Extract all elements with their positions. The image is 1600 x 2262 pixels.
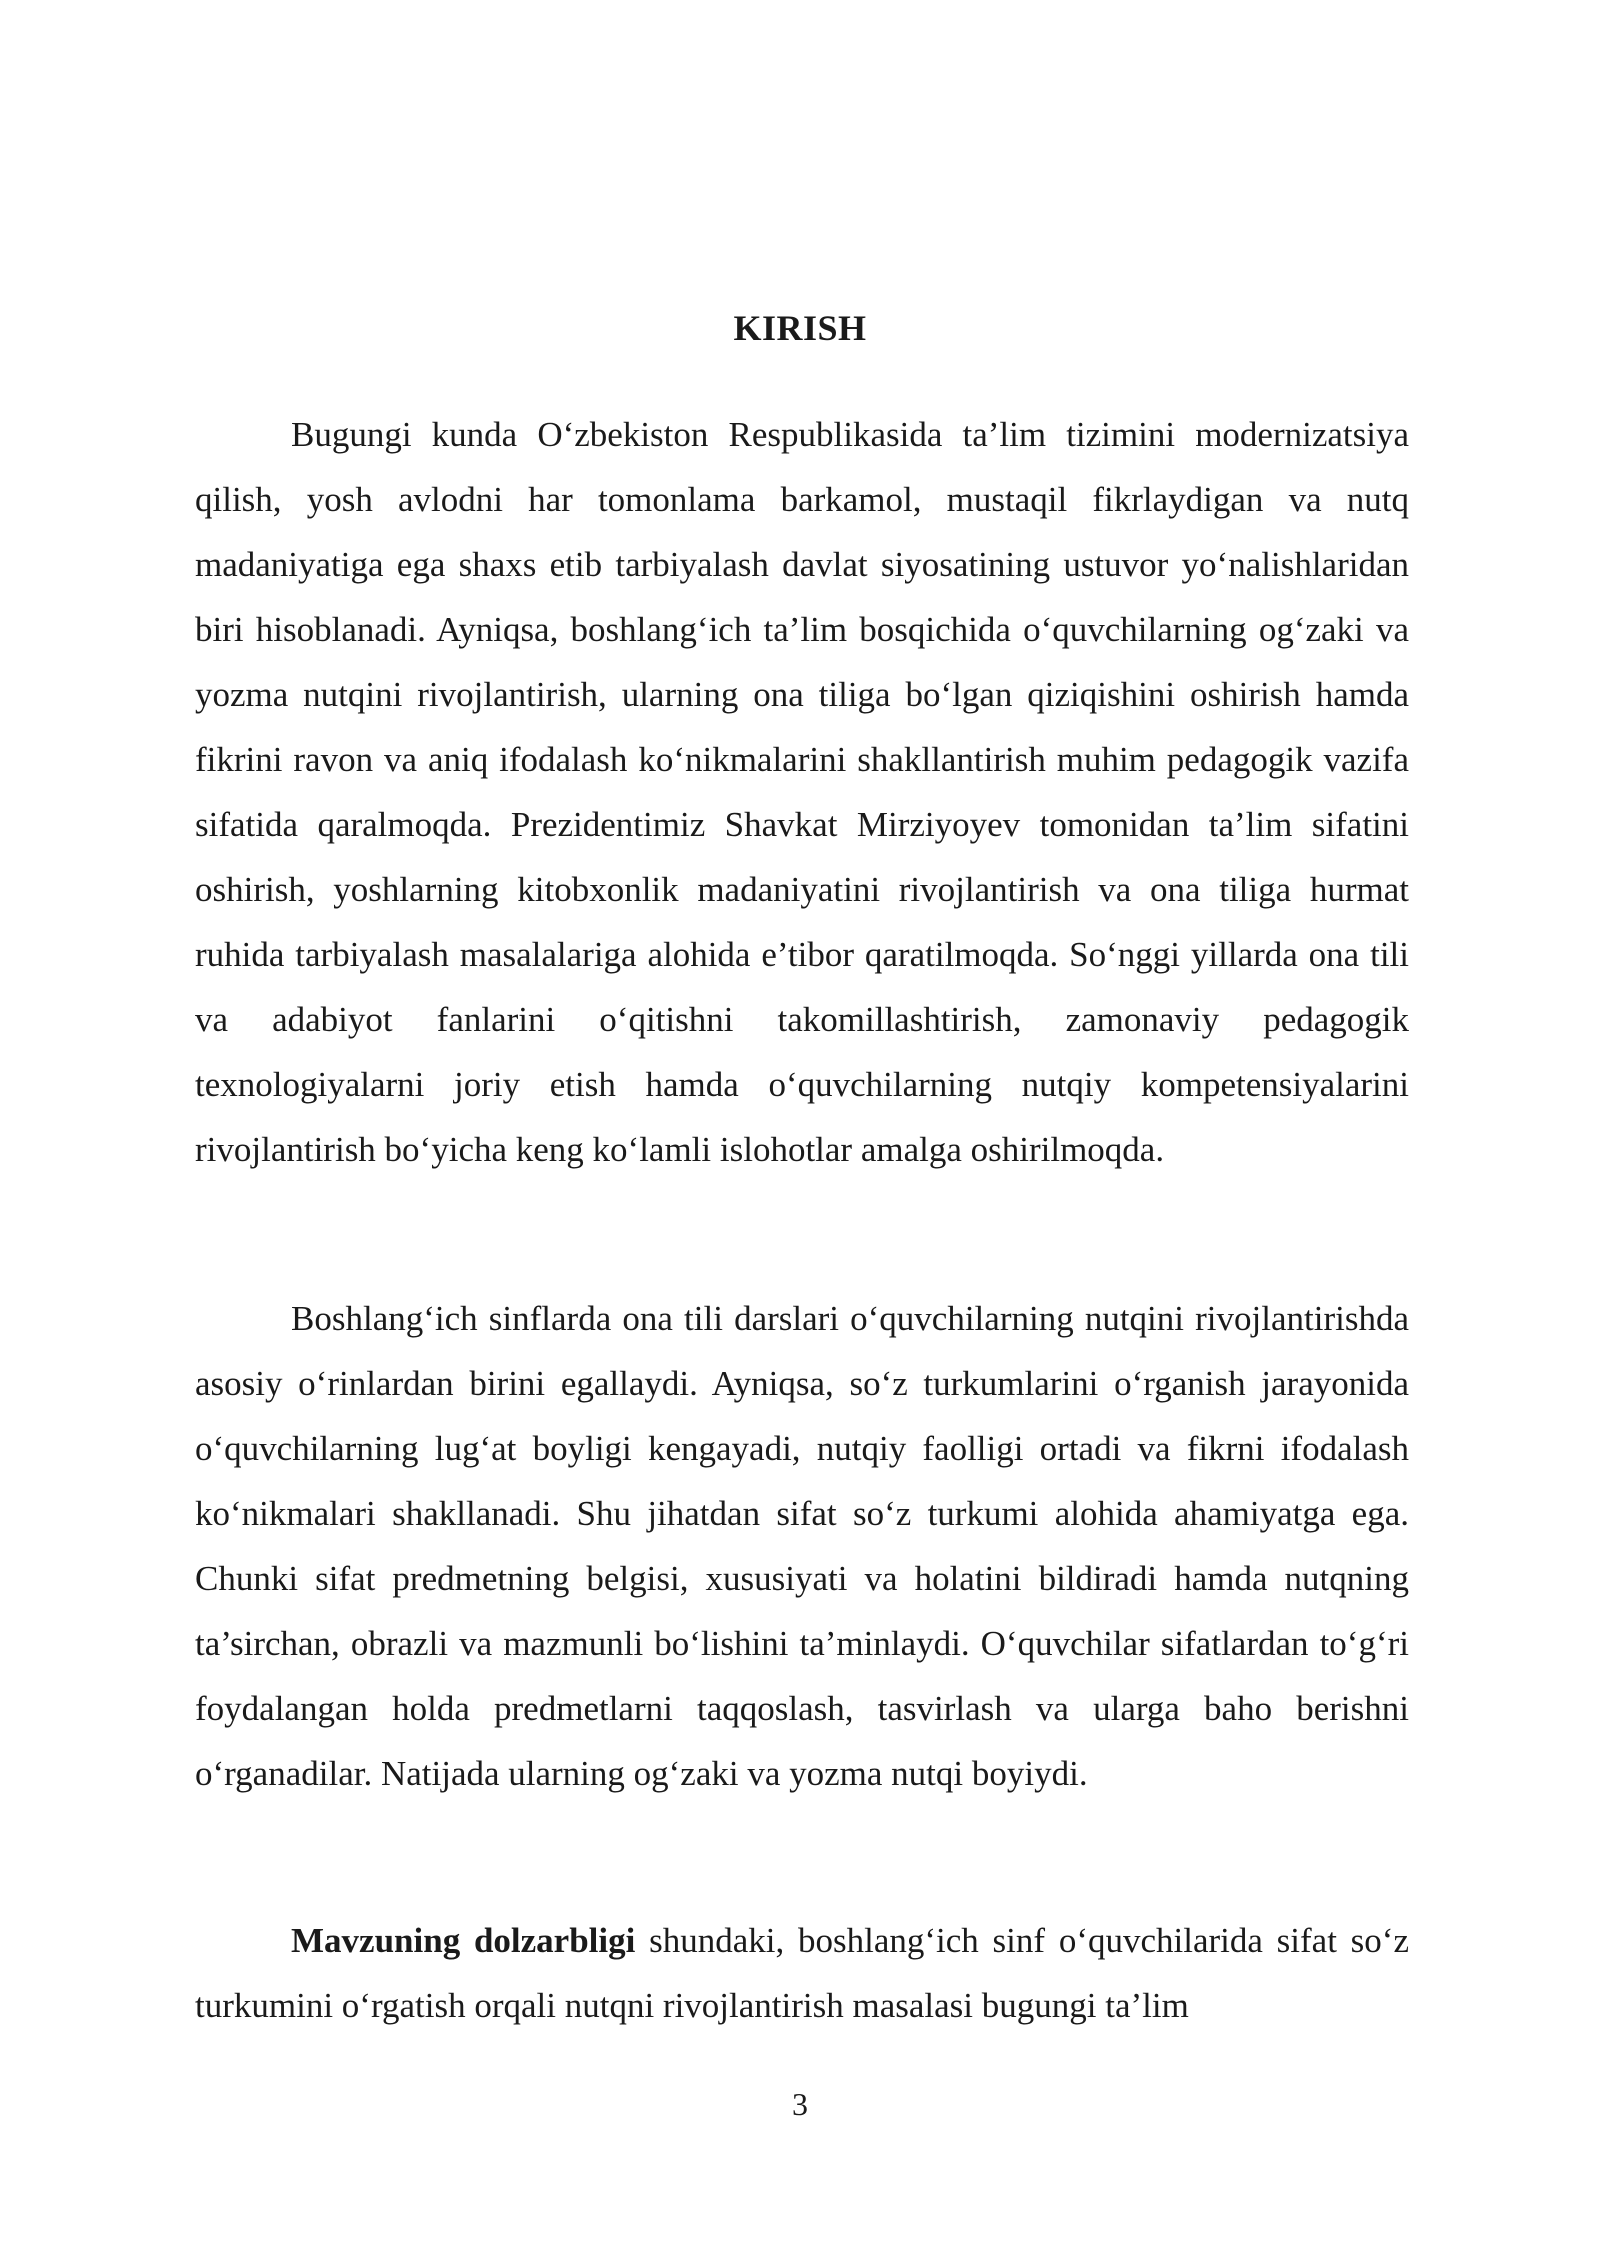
paragraph-2-text: Boshlang‘ich sinflarda ona tili darslari o‘quvchilarning nutqini rivojlantirishda asosiy o‘rinlardan birini egallaydi. Ayniqsa, so‘z turkumlarini o‘rganish jarayonida o‘quvchilarning lug‘at boyligi kengayadi, nutqiy faolligi ortadi va fikrni ifodalash ko‘nikmalari shakllanadi. Shu jihatdan sifat so‘z turkumi alohida ahamiyatga ega. Chunki sifat predmetning belgisi, xususiyati va holatini bildiradi hamda nutqning ta’sirchan, obrazli va mazmunli bo‘lishini ta’minlaydi. O‘quvchilar sifatlardan to‘g‘ri foydalangan holda predmetlarni taqqoslash, tasvirlash va ularga baho berishni o‘rganadilar. Natijada ularning og‘zaki va yozma nutqi boyiydi. bbox=[195, 1299, 1409, 1793]
paragraph-3-text bbox=[195, 1908, 1409, 2038]
paragraph-1-text: Bugungi kunda O‘zbekiston Respublikasida ta’lim tizimini modernizatsiya qilish, yosh avlodni har tomonlama barkamol, mustaqil fikrlaydigan va nutq madaniyatiga ega shaxs etib tarbiyalash davlat siyosatining ustuvor yo‘nalishlaridan biri hisoblanadi. Ayniqsa, boshlang‘ich ta’lim bosqichida o‘quvchilarning og‘zaki va yozma nutqini rivojlantirish, ularning ona tiliga bo‘lgan qiziqishini oshirish hamda fikrini ravon va aniq ifodalash ko‘nikmalarini shakllantirish muhim pedagogik vazifa sifatida qaralmoqda. Prezidentimiz Shavkat Mirziyoyev tomonidan ta’lim sifatini oshirish, yoshlarning kitobxonlik madaniyatini rivojlantirish va ona tiliga hurmat ruhida tarbiyalash masalalariga alohida e’tibor qaratilmoqda. So‘nggi yillarda ona tili va adabiyot fanlarini o‘qitishni takomillashtirish, zamonaviy pedagogik texnologiyalarni joriy etish hamda o‘quvchilarning nutqiy kompetensiyalarini rivojlantirish bo‘yicha keng ko‘lamli islohotlar amalga oshirilmoqda. bbox=[195, 415, 1409, 1169]
page-number: 3 bbox=[792, 2086, 808, 2122]
paragraph-3-rest: shundaki, boshlang‘ich sinf o‘quvchilarida sifat so‘z turkumini o‘rgatish orqali nutqni rivojlantirish masalasi bugungi ta’lim bbox=[195, 1921, 1409, 2025]
paragraph-3-bold-lead: Mavzuning dolzarbligi bbox=[291, 1921, 636, 1960]
paragraph-1 bbox=[195, 402, 1409, 1182]
section-title: KIRISH bbox=[733, 308, 867, 348]
paragraph-3 bbox=[195, 1908, 1409, 2038]
paragraph-2 bbox=[195, 1286, 1409, 1806]
